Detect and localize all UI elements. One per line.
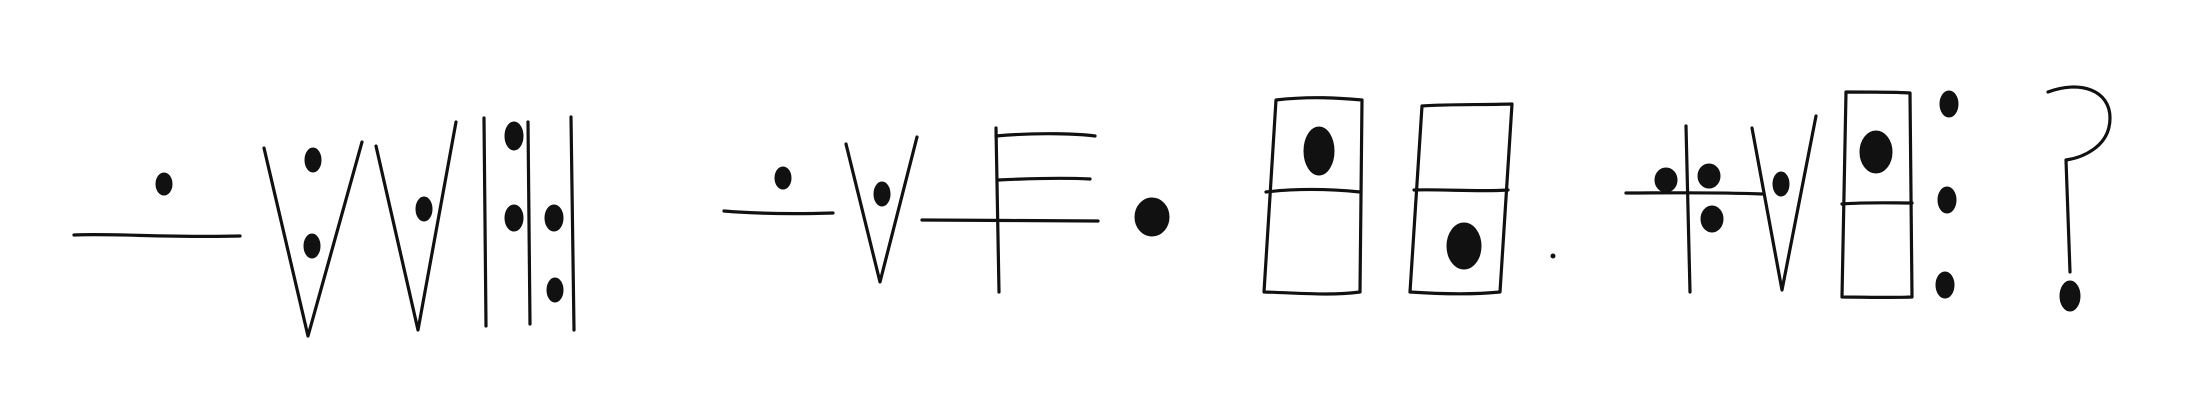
v-with-two-dots-glyph [264,142,362,336]
dot-over-line-glyph [74,173,240,236]
cross-with-three-dots-glyph [1626,126,1762,292]
double-bar-with-dots-glyph [484,117,574,330]
box-dot-top-glyph [1264,98,1362,294]
colon-glyph [1936,91,1958,298]
group-4 [1626,87,2110,311]
group-2 [724,128,1169,292]
cross-with-bars-glyph [922,128,1098,292]
group-3 [1264,98,1555,294]
box-dot-top-glyph [1842,92,1912,297]
v-with-one-dot-glyph [376,122,456,330]
box-dot-bottom-glyph [1410,104,1512,294]
group-1 [74,117,574,336]
dot-over-line-glyph [724,167,833,214]
v-with-one-dot-glyph [846,137,917,282]
large-dot-glyph [1135,198,1169,236]
stray-mark [1551,254,1555,258]
v-with-one-dot-glyph [1752,116,1816,290]
question-mark-glyph [2048,87,2110,311]
